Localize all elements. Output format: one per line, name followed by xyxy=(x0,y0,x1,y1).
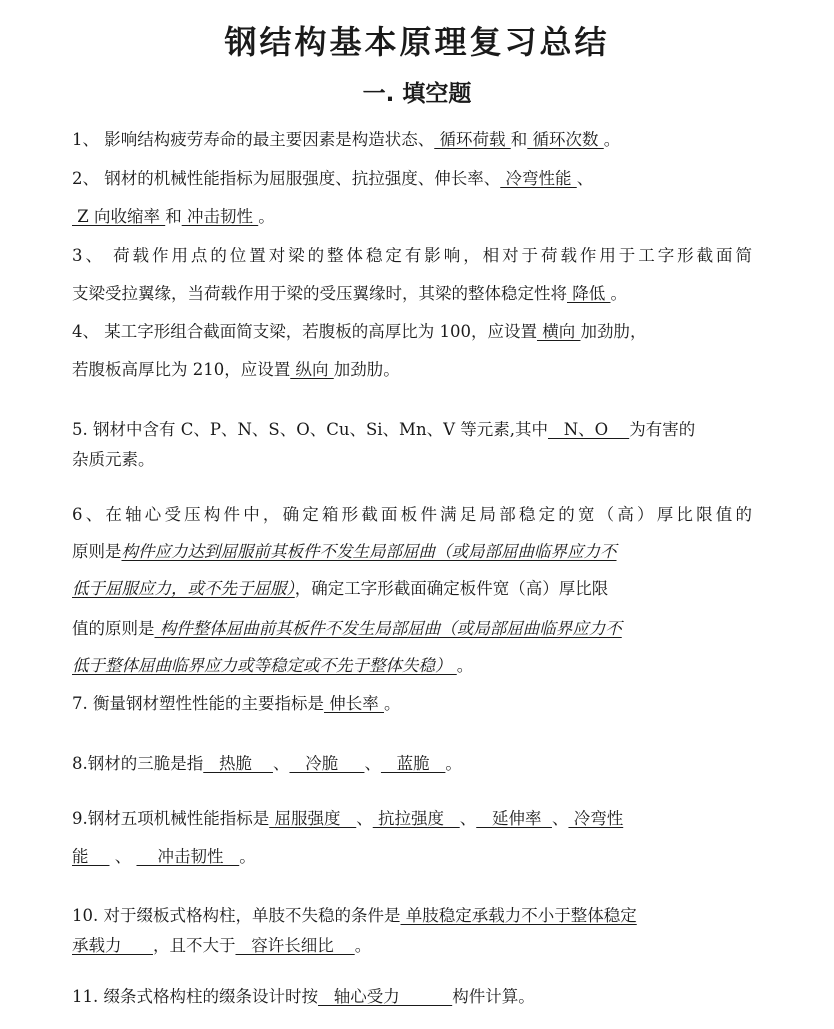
q4-text: 若腹板高厚比为 210，应设置 xyxy=(72,360,291,379)
q3-text: 。 xyxy=(610,284,627,303)
question-4-line-2 xyxy=(72,358,400,382)
q6-answer-2b: 低于整体屈曲临界应力或等稳定或不先于整体失稳） xyxy=(72,656,457,675)
question-1 xyxy=(72,128,620,152)
q10-text: 。 xyxy=(354,936,372,955)
q6-answer-1b: 低于屈服应力，或不先于屈服） xyxy=(72,579,295,598)
q9-text: 。 xyxy=(239,847,256,866)
q9-answer-3: 延伸率 xyxy=(476,809,552,828)
q2-text: 、 xyxy=(576,169,594,188)
q1-text: 。 xyxy=(603,130,621,149)
question-10-line-1 xyxy=(72,904,637,928)
q10-answer-1a: 单肢稳定承载力不小于整体稳定 xyxy=(400,906,637,925)
q10-answer-2: 容许长细比 xyxy=(235,936,355,955)
question-8 xyxy=(72,752,462,776)
question-6-line-4 xyxy=(72,617,622,641)
q9-answer-4b: 能 xyxy=(72,847,110,866)
q5-text: 5. 钢材中含有 C、P、N、S、O、Cu、Si、Mn、V 等元素,其中 xyxy=(72,420,548,439)
q4-answer-1: 横向 xyxy=(536,322,581,341)
q9-answer-5: 冲击韧性 xyxy=(136,847,240,866)
q10-text: ，且不大于 xyxy=(152,936,236,955)
document-title: 钢结构基本原理复习总结 xyxy=(224,23,610,61)
q8-text: 。 xyxy=(445,754,462,773)
q11-answer-1: 轴心受力 xyxy=(318,987,453,1006)
q4-text: 加劲肋， xyxy=(580,322,647,341)
question-10-line-2 xyxy=(72,934,371,958)
q8-answer-1: 热脆 xyxy=(203,754,273,773)
question-5-line-2: 杂质元素。 xyxy=(72,450,155,469)
q6-text: 。 xyxy=(456,656,474,675)
q6-text: 原则是 xyxy=(72,542,122,561)
question-2-line-1 xyxy=(72,167,593,191)
q7-answer-1: 伸长率 xyxy=(324,694,384,713)
q9-text: 、 xyxy=(459,809,477,828)
q6-answer-2a: 构件整体屈曲前其板件不发生局部屈曲（或局部屈曲临界应力不 xyxy=(154,619,622,638)
q4-text: 4、 某工字形组合截面简支梁，若腹板的高厚比为 100，应设置 xyxy=(72,322,537,341)
q2-text: 和 xyxy=(165,207,182,226)
q1-text: 和 xyxy=(510,130,528,149)
q9-text: 、 xyxy=(356,809,373,828)
question-3-line-1: 3、 荷载作用点的位置对梁的整体稳定有影响，相对于荷载作用于工字形截面简 xyxy=(72,246,752,265)
q10-answer-1b: 承载力 xyxy=(72,936,153,955)
q4-text: 加劲肋。 xyxy=(333,360,400,379)
question-9-line-1 xyxy=(72,807,623,831)
question-6-line-2 xyxy=(72,540,617,564)
q8-answer-3: 蓝脆 xyxy=(380,754,446,773)
q2-answer-3: 冲击韧性 xyxy=(181,207,259,226)
q3-text: 支梁受拉翼缘，当荷载作用于梁的受压翼缘时，其梁的整体稳定性将 xyxy=(72,284,567,303)
q9-answer-1: 屈服强度 xyxy=(269,809,357,828)
question-5-line-1 xyxy=(72,418,695,442)
q7-text: 7. 衡量钢材塑性性能的主要指标是 xyxy=(72,694,324,713)
q3-answer-1: 降低 xyxy=(567,284,611,303)
question-2-line-2 xyxy=(72,205,275,229)
q9-text: 、 xyxy=(551,809,569,828)
question-4-line-1 xyxy=(72,320,646,344)
question-11 xyxy=(72,985,535,1009)
q1-answer-2: 循环次数 xyxy=(527,130,604,149)
question-6-line-3 xyxy=(72,577,608,601)
question-6-line-1: 6、在轴心受压构件中，确定箱形截面板件满足局部稳定的宽（高）厚比限值的 xyxy=(72,505,752,524)
q4-answer-2: 纵向 xyxy=(290,360,334,379)
q9-text: 9.钢材五项机械性能指标是 xyxy=(72,809,270,828)
q9-text: 、 xyxy=(109,847,137,866)
q11-text: 构件计算。 xyxy=(452,987,535,1006)
section-heading: 一. 填空题 xyxy=(362,81,472,107)
q8-answer-2: 冷脆 xyxy=(289,754,365,773)
q11-text: 11. 缀条式格构柱的缀条设计时按 xyxy=(72,987,318,1006)
q6-text: 值的原则是 xyxy=(72,619,155,638)
q5-text: 为有害的 xyxy=(629,420,696,439)
q7-text: 。 xyxy=(384,694,401,713)
q2-answer-2: Z 向收缩率 xyxy=(72,207,166,226)
q2-answer-1: 冷弯性能 xyxy=(500,169,577,188)
question-9-line-2 xyxy=(72,845,256,869)
q8-text: 、 xyxy=(272,754,290,773)
q1-text: 1、 影响结构疲劳寿命的最主要因素是构造状态、 xyxy=(72,130,435,149)
question-3-line-2 xyxy=(72,282,627,306)
question-7 xyxy=(72,692,401,716)
q5-answer-1: N、O xyxy=(548,420,630,439)
q8-text: 8.钢材的三脆是指 xyxy=(72,754,204,773)
question-6-line-5 xyxy=(72,654,473,678)
q10-text: 10. 对于缀板式格构柱，单肢不失稳的条件是 xyxy=(72,906,401,925)
q6-answer-1a: 构件应力达到屈服前其板件不发生局部屈曲（或局部屈曲临界应力不 xyxy=(121,542,617,561)
q8-text: 、 xyxy=(364,754,381,773)
q2-text: 2、 钢材的机械性能指标为屈服强度、抗拉强度、伸长率、 xyxy=(72,169,501,188)
q9-answer-2: 抗拉强度 xyxy=(372,809,460,828)
q9-answer-4a: 冷弯性 xyxy=(568,809,624,828)
q1-answer-1: 循环荷载 xyxy=(434,130,511,149)
q6-text: ，确定工字形截面确定板件宽（高）厚比限 xyxy=(294,579,609,598)
q2-text: 。 xyxy=(258,207,275,226)
